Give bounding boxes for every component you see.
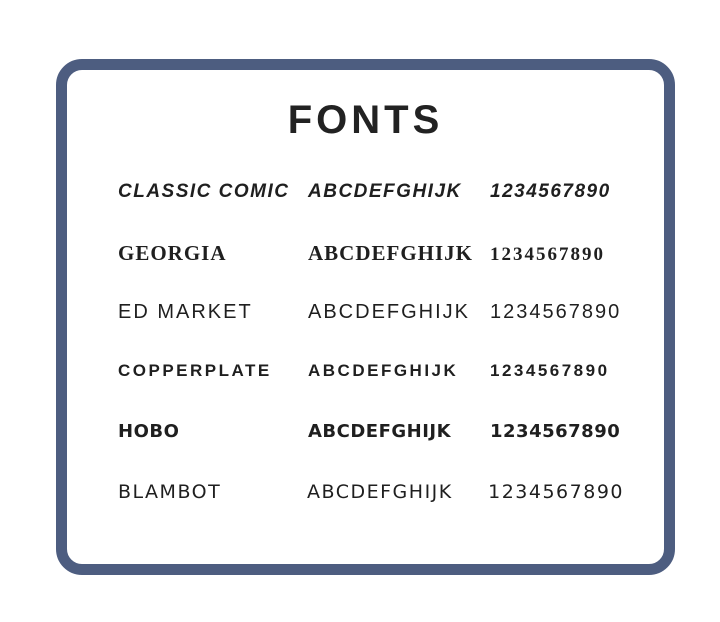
font-name: ED MARKET [118, 301, 253, 323]
font-letters-sample: ABCDEFGHIJK [308, 301, 471, 323]
font-name: CLASSIC COMIC [118, 181, 290, 202]
font-specimen-table [67, 181, 664, 505]
font-name: COPPERPLATE [118, 361, 272, 380]
font-row-blambot [118, 481, 624, 505]
font-row-ed-market [118, 301, 624, 325]
font-name: BLAMBOT [118, 481, 222, 503]
font-row-georgia [118, 241, 624, 265]
font-letters-sample: ABCDEFGHIJK [308, 241, 474, 265]
font-numbers-sample: 1234567890 [488, 481, 624, 503]
font-row-hobo [118, 421, 624, 445]
font-letters-sample: ABCDEFGHIJK [308, 361, 459, 380]
font-row-copperplate [118, 361, 624, 385]
fonts-card [56, 59, 675, 575]
font-name: GEORGIA [118, 241, 227, 265]
font-numbers-sample: 1234567890 [490, 421, 621, 442]
font-row-classic-comic [118, 181, 624, 205]
font-numbers-sample: 1234567890 [490, 301, 622, 323]
font-letters-sample: ABCDEFGHIJK [307, 481, 453, 503]
font-numbers-sample: 1234567890 [490, 181, 611, 202]
font-letters-sample: ABCDEFGHIJK [308, 421, 452, 442]
font-letters-sample: ABCDEFGHIJK [308, 181, 462, 202]
font-name: HOBO [118, 421, 180, 442]
page-title: FONTS [287, 98, 444, 142]
font-numbers-sample: 1234567890 [490, 244, 605, 265]
font-numbers-sample: 1234567890 [490, 361, 610, 380]
